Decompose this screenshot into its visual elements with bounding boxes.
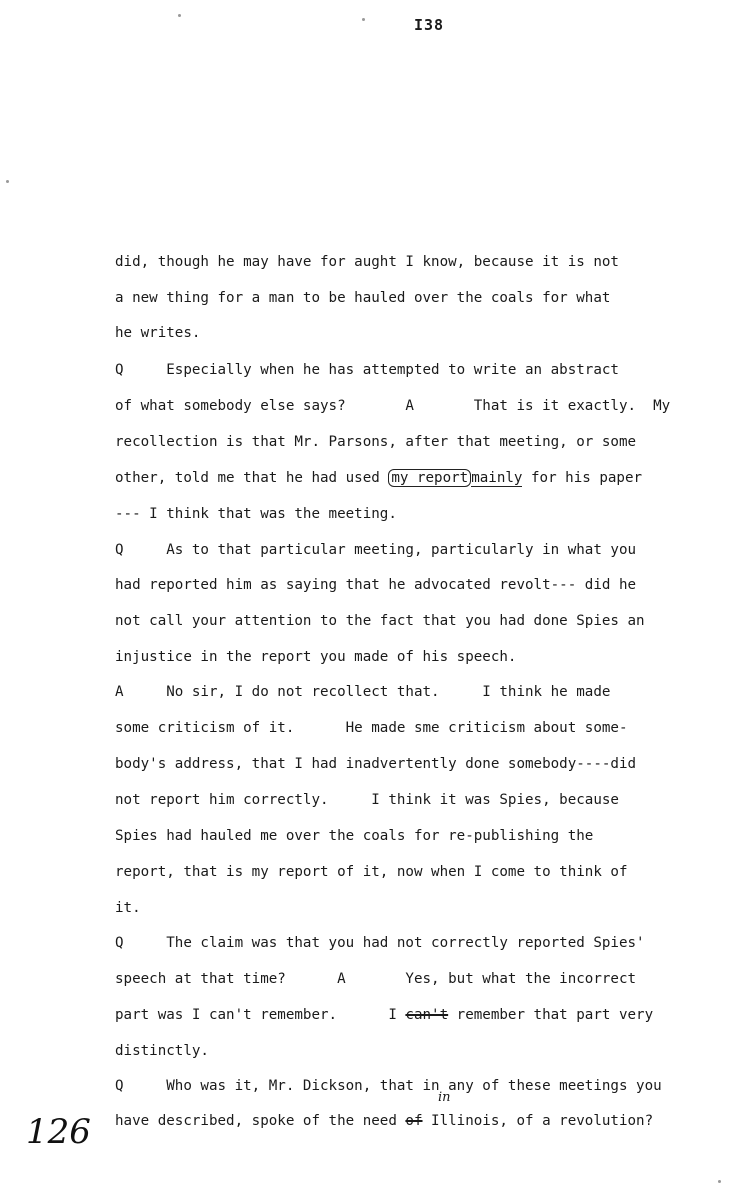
text-line — [115, 468, 715, 488]
text-line: Q Especially when he has attempted to write an abstract — [115, 362, 619, 378]
text-segment: Illinois, of a revolution? — [422, 1113, 654, 1129]
text-line: he writes. — [115, 325, 201, 341]
text-segment: remember that part very — [448, 1007, 654, 1023]
scan-speck — [718, 1180, 721, 1183]
text-line — [115, 1005, 715, 1025]
boxed-text: my report — [388, 469, 471, 487]
text-line: not call your attention to the fact that you had done Spies an — [115, 613, 645, 629]
struck-text: can't — [405, 1007, 449, 1023]
text-segment: have described, spoke of the need — [115, 1113, 406, 1129]
scan-speck — [6, 180, 9, 183]
scan-speck — [178, 14, 181, 17]
text-line: not report him correctly. I think it was Spies, because — [115, 792, 619, 808]
text-line: injustice in the report you made of his speech. — [115, 649, 517, 665]
margin-page-number: 126 — [26, 1112, 91, 1152]
text-line: it. — [115, 900, 141, 916]
text-line: Q The claim was that you had not correctly reported Spies' — [115, 935, 645, 951]
text-line: A No sir, I do not recollect that. I think he made — [115, 684, 611, 700]
text-line: report, that is my report of it, now when I come to think of — [115, 864, 628, 880]
text-line: had reported him as saying that he advocated revolt--- did he — [115, 577, 637, 593]
text-line: of what somebody else says? A That is it exactly. My — [115, 398, 671, 414]
page-number: I38 — [414, 16, 445, 34]
text-line: --- I think that was the meeting. — [115, 506, 397, 522]
text-line: distinctly. — [115, 1043, 209, 1059]
text-segment: other, told me that he had used — [115, 470, 389, 486]
text-line: speech at that time? A Yes, but what the incorrect — [115, 971, 637, 987]
struck-text: of — [405, 1113, 423, 1129]
scan-speck — [362, 18, 365, 21]
text-line: a new thing for a man to be hauled over the coals for what — [115, 290, 611, 306]
text-line: Q As to that particular meeting, particularly in what you — [115, 542, 637, 558]
underlined-text: mainly — [471, 470, 523, 486]
handwritten-insert: in — [438, 1090, 451, 1105]
text-line: Q Who was it, Mr. Dickson, that in any of these meetings you — [115, 1078, 662, 1094]
text-line: some criticism of it. He made sme criticism about some- — [115, 720, 628, 736]
text-line: recollection is that Mr. Parsons, after that meeting, or some — [115, 434, 637, 450]
text-line: Spies had hauled me over the coals for re-publishing the — [115, 828, 594, 844]
text-segment: for his paper — [522, 470, 643, 486]
text-line: did, though he may have for aught I know, because it is not — [115, 254, 619, 270]
text-line: body's address, that I had inadvertently done somebody----did — [115, 756, 637, 772]
text-segment: part was I can't remember. I — [115, 1007, 406, 1023]
text-line — [115, 1111, 715, 1131]
